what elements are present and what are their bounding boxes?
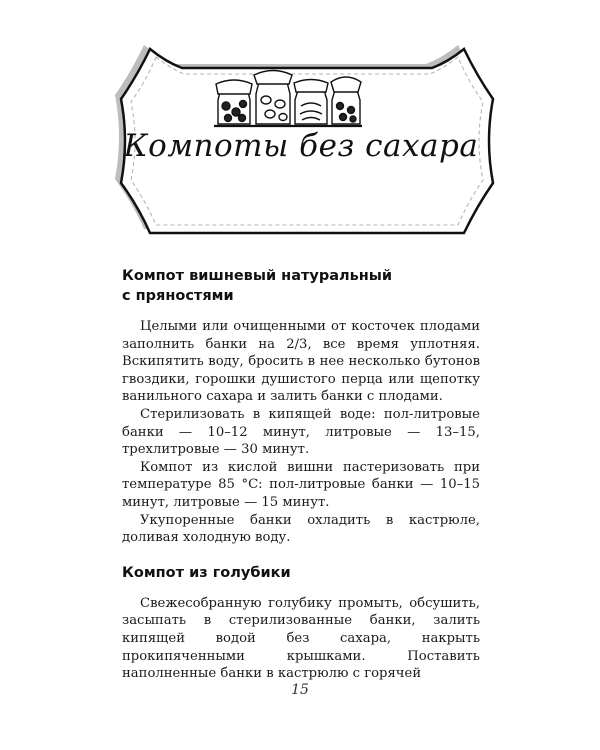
paragraph: Укупоренные банки охладить в кастрюле, доливая холодную воду. <box>122 512 480 546</box>
recipe-section <box>122 563 480 683</box>
chapter-title: Компоты без сахара <box>123 128 479 164</box>
paragraph: Свежесобранную голубику промыть, обсушить, засыпать в стерилизованные банки, залить кипящей водой без сахара, накрыть прокипяченными крышками. Поставить наполненные банки в кастрюлю с горячей <box>122 595 480 682</box>
page-number: 15 <box>291 682 309 698</box>
paragraph: Целыми или очищенными от косточек плодами заполнить банки на 2/3, все время уплотняя. Вскипятить воду, бросить в нее несколько бутонов гвоздики, горошки душистого перца или щепотку ванильного сахара и залить банки с плодами. <box>122 319 480 405</box>
recipe-title <box>122 266 480 306</box>
recipe-section <box>122 266 480 547</box>
recipe-title-line: с пряностями <box>122 288 234 304</box>
recipe-title <box>122 563 480 583</box>
recipe-title-line: Компот вишневый натуральный <box>122 268 393 284</box>
recipe-title-line: Компот из голубики <box>122 564 291 581</box>
paragraph: Стерилизовать в кипящей воде: пол-литровые банки — 10–12 минут, литровые — 13–15, трехлитровые — 30 минут. <box>122 406 480 458</box>
page-content <box>122 266 480 683</box>
paragraph: Компот из кислой вишни пастеризовать при температуре 85 °С: пол-литровые банки — 10–15 минут, литровые — 15 минут. <box>122 459 480 510</box>
